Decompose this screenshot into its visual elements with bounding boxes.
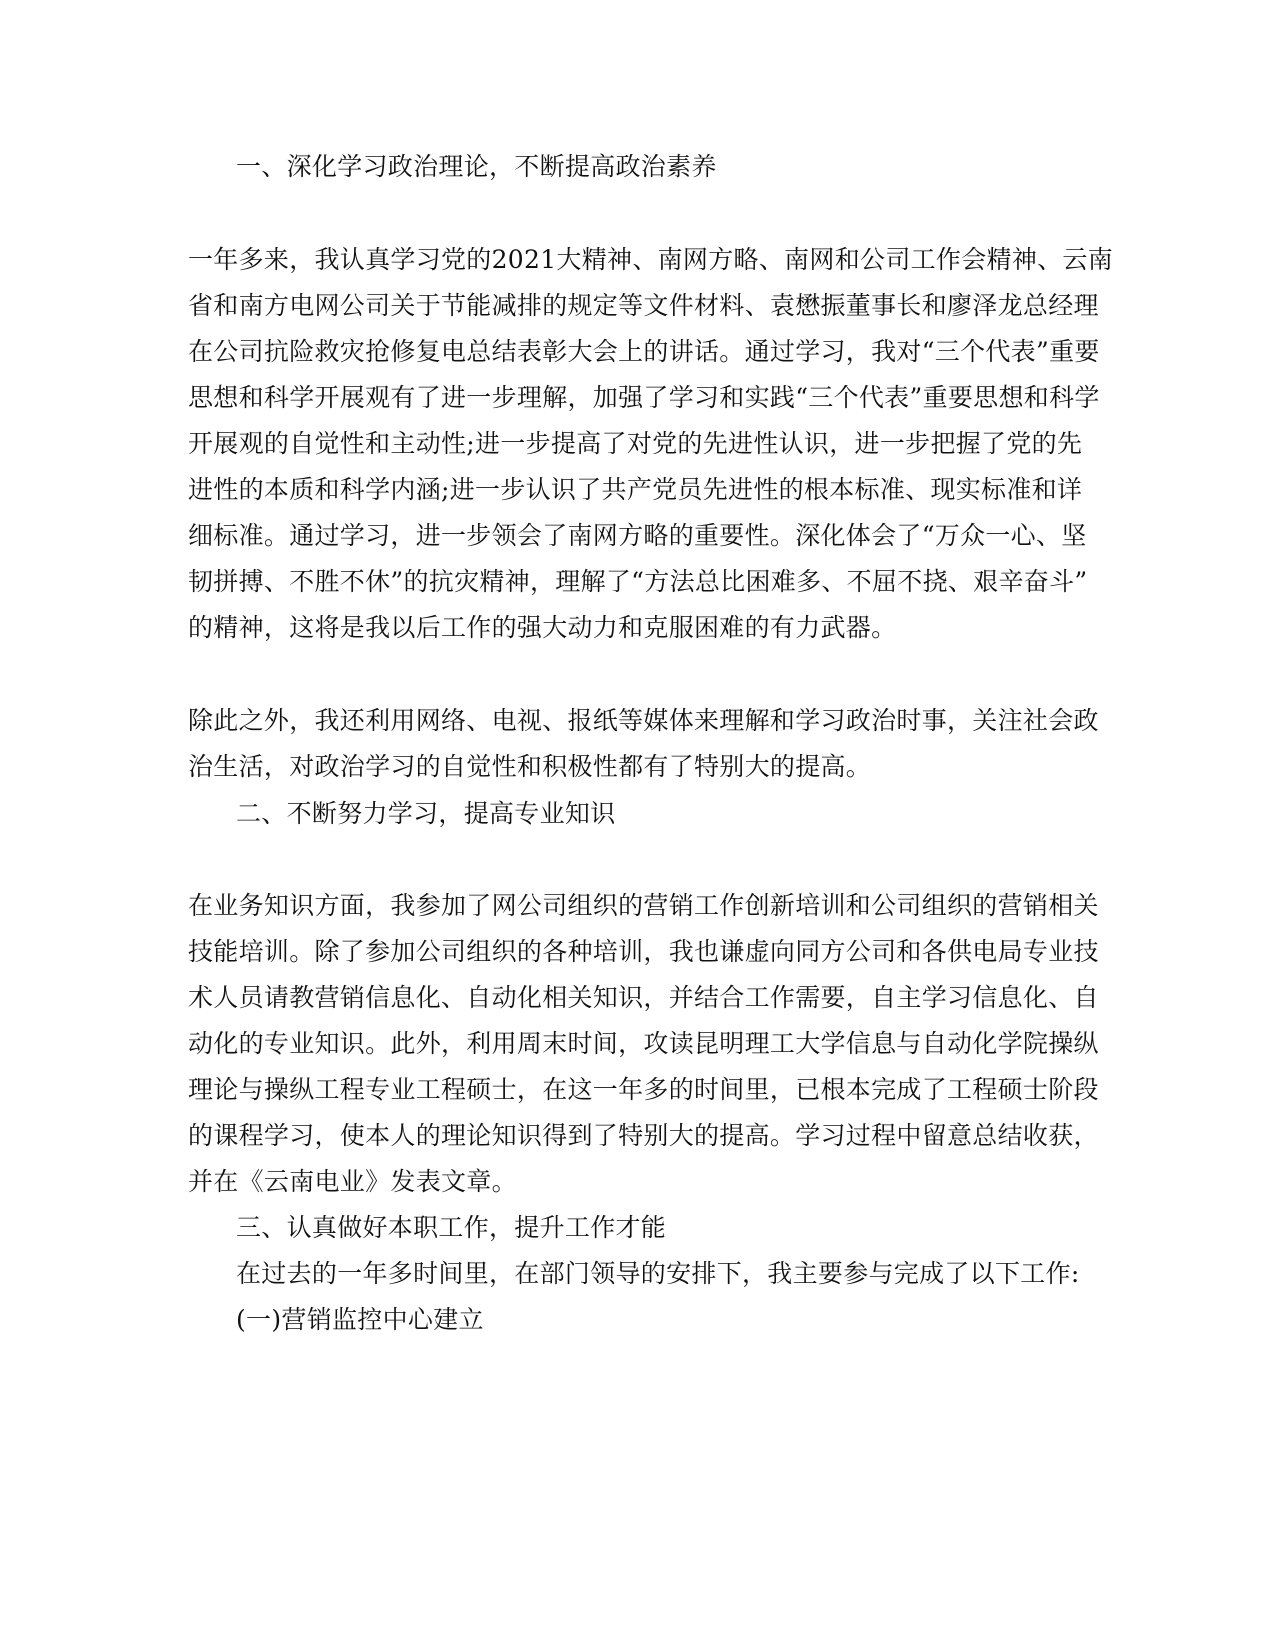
section-3-intro: 在过去的一年多时间里，在部门领导的安排下，我主要参与完成了以下工作:	[236, 1259, 1080, 1288]
paragraph-line: 开展观的自觉性和主动性;进一步提高了对党的先进性认识，进一步把握了党的先	[188, 429, 1083, 458]
paragraph-line: 进性的本质和科学内涵;进一步认识了共产党员先进性的根本标准、现实标准和详	[188, 475, 1083, 504]
paragraph-line: 在公司抗险救灾抢修复电总结表彰大会上的讲话。通过学习，我对“三个代表”重要	[188, 337, 1100, 366]
paragraph-line: 一年多来，我认真学习党的2021大精神、南网方略、南网和公司工作会精神、云南	[188, 245, 1114, 274]
paragraph-line: 细标准。通过学习，进一步领会了南网方略的重要性。深化体会了“万众一心、坚	[188, 521, 1087, 550]
section-1-heading: 一、深化学习政治理论，不断提高政治素养	[236, 152, 717, 181]
paragraph-line: 的课程学习，使本人的理论知识得到了特别大的提高。学习过程中留意总结收获，	[188, 1121, 1099, 1150]
paragraph-line: 术人员请教营销信息化、自动化相关知识，并结合工作需要，自主学习信息化、自	[188, 983, 1099, 1012]
paragraph-line: 思想和科学开展观有了进一步理解，加强了学习和实践“三个代表”重要思想和科学	[188, 383, 1100, 412]
paragraph-line: 除此之外，我还利用网络、电视、报纸等媒体来理解和学习政治时事，关注社会政	[188, 706, 1099, 735]
paragraph-line: 在业务知识方面，我参加了网公司组织的营销工作创新培训和公司组织的营销相关	[188, 891, 1099, 920]
paragraph-line: 动化的专业知识。此外，利用周末时间，攻读昆明理工大学信息与自动化学院操纵	[188, 1029, 1099, 1058]
paragraph-line: 省和南方电网公司关于节能减排的规定等文件材料、袁懋振董事长和廖泽龙总经理	[188, 291, 1099, 320]
paragraph-line: 理论与操纵工程专业工程硕士，在这一年多的时间里，已根本完成了工程硕士阶段	[188, 1075, 1099, 1104]
section-3-heading: 三、认真做好本职工作，提升工作才能	[236, 1213, 667, 1242]
paragraph-line: 并在《云南电业》发表文章。	[188, 1167, 517, 1196]
paragraph-line: 的精神，这将是我以后工作的强大动力和克服困难的有力武器。	[188, 613, 897, 642]
paragraph-line: 技能培训。除了参加公司组织的各种培训，我也谦虚向同方公司和各供电局专业技	[188, 937, 1099, 966]
section-3-subheading: (一)营销监控中心建立	[236, 1305, 484, 1334]
paragraph-line: 治生活，对政治学习的自觉性和积极性都有了特别大的提高。	[188, 752, 872, 781]
section-2-heading: 二、不断努力学习，提高专业知识	[236, 799, 616, 828]
paragraph-line: 韧拼搏、不胜不休”的抗灾精神，理解了“方法总比困难多、不屈不挠、艰辛奋斗”	[188, 567, 1088, 596]
